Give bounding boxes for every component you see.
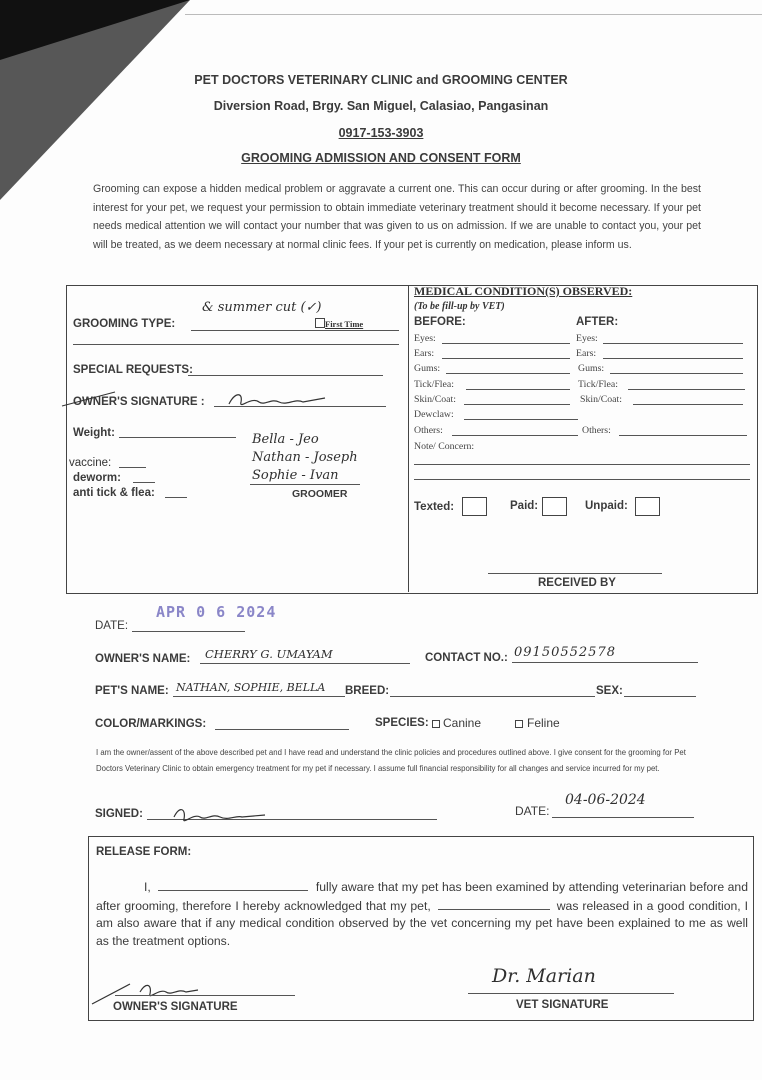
first-time-label: First Time bbox=[325, 319, 364, 329]
after-skin-label: Skin/Coat: bbox=[580, 394, 622, 405]
signed-date-value: 04-06-2024 bbox=[565, 792, 646, 808]
medical-title: MEDICAL CONDITION(S) OBSERVED: bbox=[414, 284, 633, 298]
strike-mark bbox=[60, 388, 120, 410]
before-eyes-label: Eyes: bbox=[414, 333, 436, 344]
contact-value: 09150552578 bbox=[514, 645, 616, 660]
vet-signature-label: VET SIGNATURE bbox=[516, 999, 609, 1011]
special-requests-label: SPECIAL REQUESTS: bbox=[73, 364, 193, 376]
sex-label: SEX: bbox=[596, 685, 623, 697]
page-edge bbox=[185, 14, 762, 15]
owner-name-label: OWNER'S NAME: bbox=[95, 653, 191, 665]
owner-signature-label: OWNER'S SIGNATURE : bbox=[73, 396, 205, 408]
before-tick-label: Tick/Flea: bbox=[414, 379, 454, 390]
breed-label: BREED: bbox=[345, 685, 390, 697]
release-text-2: fully aware that my pet has been examined by attending veterinarian before and after grooming, therefore I hereby acknowledged that my pet, bbox=[96, 880, 748, 913]
after-others-label: Others: bbox=[582, 425, 611, 436]
grooming-medical-box bbox=[66, 285, 758, 594]
before-skin-line[interactable] bbox=[464, 404, 570, 405]
before-gums-label: Gums: bbox=[414, 363, 441, 374]
pet-name-label: PET'S NAME: bbox=[95, 685, 169, 697]
release-text-3: was released in a good condition, I am also aware that if any medical condition observed by the vet concerning my pet have been explained to me as well as the treatment options. bbox=[96, 898, 749, 948]
before-skin-label: Skin/Coat: bbox=[414, 394, 456, 405]
first-time-checkbox[interactable] bbox=[315, 318, 325, 328]
after-tick-line[interactable] bbox=[628, 389, 745, 390]
color-markings-label: COLOR/MARKINGS: bbox=[95, 718, 207, 730]
canine-checkbox[interactable] bbox=[432, 720, 440, 728]
feline-label: Feline bbox=[527, 716, 560, 730]
medical-subtitle: (To be fill-up by VET) bbox=[414, 301, 505, 312]
received-by-label: RECEIVED BY bbox=[538, 577, 616, 589]
vet-handwritten-name: Dr. Marian bbox=[492, 965, 596, 987]
date-stamp: APR 0 6 2024 bbox=[156, 603, 277, 621]
vet-signature-line[interactable] bbox=[468, 993, 674, 994]
before-ears-line[interactable] bbox=[442, 358, 570, 359]
release-pet-blank[interactable] bbox=[438, 897, 550, 910]
owner-signature-scribble bbox=[225, 390, 330, 412]
deworm-line[interactable] bbox=[133, 482, 155, 483]
signed-label: SIGNED: bbox=[95, 808, 143, 820]
unpaid-checkbox[interactable] bbox=[635, 497, 660, 516]
groomer-note-2: Nathan - Joseph bbox=[252, 450, 358, 465]
form-title: GROOMING ADMISSION AND CONSENT FORM bbox=[241, 151, 521, 165]
after-ears-line[interactable] bbox=[603, 358, 743, 359]
before-others-line[interactable] bbox=[452, 435, 578, 436]
texted-checkbox[interactable] bbox=[462, 497, 487, 516]
release-paragraph bbox=[96, 878, 748, 950]
paid-label: Paid: bbox=[510, 500, 539, 512]
date-label: DATE: bbox=[95, 620, 129, 632]
grooming-type-label: GROOMING TYPE: bbox=[73, 318, 176, 330]
received-by-line[interactable] bbox=[488, 573, 662, 574]
vaccine-line[interactable] bbox=[119, 467, 146, 468]
after-gums-label: Gums: bbox=[578, 363, 605, 374]
after-ears-label: Ears: bbox=[576, 348, 597, 359]
before-others-label: Others: bbox=[414, 425, 443, 436]
paid-checkbox[interactable] bbox=[542, 497, 567, 516]
species-label: SPECIES: bbox=[375, 717, 429, 729]
release-text-1: I, bbox=[144, 880, 151, 894]
vaccine-label: vaccine: bbox=[69, 457, 112, 469]
breed-line[interactable] bbox=[390, 696, 595, 697]
clinic-phone: 0917-153-3903 bbox=[338, 126, 424, 140]
pet-name-line[interactable] bbox=[173, 696, 345, 697]
after-eyes-label: Eyes: bbox=[576, 333, 598, 344]
note-concern-label: Note/ Concern: bbox=[414, 441, 475, 452]
signed-date-line[interactable] bbox=[552, 817, 694, 818]
special-requests-line[interactable] bbox=[188, 375, 383, 376]
box-divider bbox=[408, 285, 409, 592]
clinic-address: Diversion Road, Brgy. San Miguel, Calasiao, Pangasinan bbox=[213, 99, 549, 113]
after-tick-label: Tick/Flea: bbox=[578, 379, 618, 390]
release-owner-signature-label: OWNER'S SIGNATURE bbox=[113, 1001, 238, 1013]
before-gums-line[interactable] bbox=[446, 373, 570, 374]
note-line-1[interactable] bbox=[414, 464, 750, 465]
after-gums-line[interactable] bbox=[610, 373, 743, 374]
release-owner-signature-line[interactable] bbox=[115, 995, 295, 996]
before-ears-label: Ears: bbox=[414, 348, 435, 359]
groomer-label: GROOMER bbox=[292, 488, 348, 500]
grooming-type-line-2[interactable] bbox=[73, 344, 399, 345]
grooming-type-value: & summer cut (✓) bbox=[202, 300, 322, 315]
note-line-2[interactable] bbox=[414, 479, 750, 480]
owner-name-value: CHERRY G. UMAYAM bbox=[205, 647, 333, 661]
weight-label: Weight: bbox=[73, 427, 115, 439]
before-dewclaw-line[interactable] bbox=[464, 419, 578, 420]
anti-tick-label: anti tick & flea: bbox=[73, 487, 155, 499]
before-eyes-line[interactable] bbox=[442, 343, 570, 344]
groomer-note-1: Bella - Jeo bbox=[252, 432, 319, 447]
after-skin-line[interactable] bbox=[633, 404, 743, 405]
pet-name-value: NATHAN, SOPHIE, BELLA bbox=[176, 681, 326, 694]
before-label: BEFORE: bbox=[414, 316, 466, 328]
after-eyes-line[interactable] bbox=[603, 343, 743, 344]
clinic-name: PET DOCTORS VETERINARY CLINIC and GROOMING CENTER bbox=[194, 73, 568, 87]
release-title: RELEASE FORM: bbox=[96, 846, 192, 858]
intro-paragraph: Grooming can expose a hidden medical problem or aggravate a current one. This can occur during or after grooming. In the best interest for your pet, we request your permission to obtain immediate veterinary treatment should it become necessary. If your pet needs medical attention we will contact your number that was given to us on admission. If we are unable to contact you, your pet will be treated, as we deem necessary at normal clinic fees. If your pet is currently on medication, please inform us. bbox=[93, 183, 701, 251]
scan-shadow-dark bbox=[0, 0, 190, 60]
release-owner-blank[interactable] bbox=[158, 878, 308, 891]
sex-line[interactable] bbox=[624, 696, 696, 697]
weight-line[interactable] bbox=[119, 437, 236, 438]
unpaid-label: Unpaid: bbox=[585, 500, 628, 512]
groomer-note-3: Sophie - Ivan bbox=[252, 468, 339, 483]
anti-tick-line[interactable] bbox=[165, 497, 187, 498]
consent-paragraph: I am the owner/assent of the above described pet and I have read and understand the clinic policies and procedures outlined above. I give consent for the grooming for Pet Doctors Veterinary Clinic to obtain emergency treatment for my pet if necessary. I assume full financial responsibility for all changes and service incurred for my pet. bbox=[96, 748, 686, 773]
groomer-line[interactable] bbox=[250, 484, 360, 485]
canine-label: Canine bbox=[443, 716, 482, 730]
feline-checkbox[interactable] bbox=[515, 720, 523, 728]
before-dewclaw-label: Dewclaw: bbox=[414, 409, 454, 420]
signed-signature-scribble bbox=[170, 805, 270, 827]
after-others-line[interactable] bbox=[619, 435, 747, 436]
date-line[interactable] bbox=[132, 631, 245, 632]
after-label: AFTER: bbox=[576, 316, 619, 328]
grooming-type-line[interactable] bbox=[191, 330, 399, 331]
contact-line[interactable] bbox=[512, 662, 698, 663]
color-markings-line[interactable] bbox=[215, 729, 349, 730]
before-tick-line[interactable] bbox=[466, 389, 570, 390]
texted-label: Texted: bbox=[414, 501, 455, 513]
owner-name-line[interactable] bbox=[200, 663, 410, 664]
signed-date-label: DATE: bbox=[515, 804, 550, 818]
contact-label: CONTACT NO.: bbox=[425, 652, 508, 664]
deworm-label: deworm: bbox=[73, 472, 121, 484]
